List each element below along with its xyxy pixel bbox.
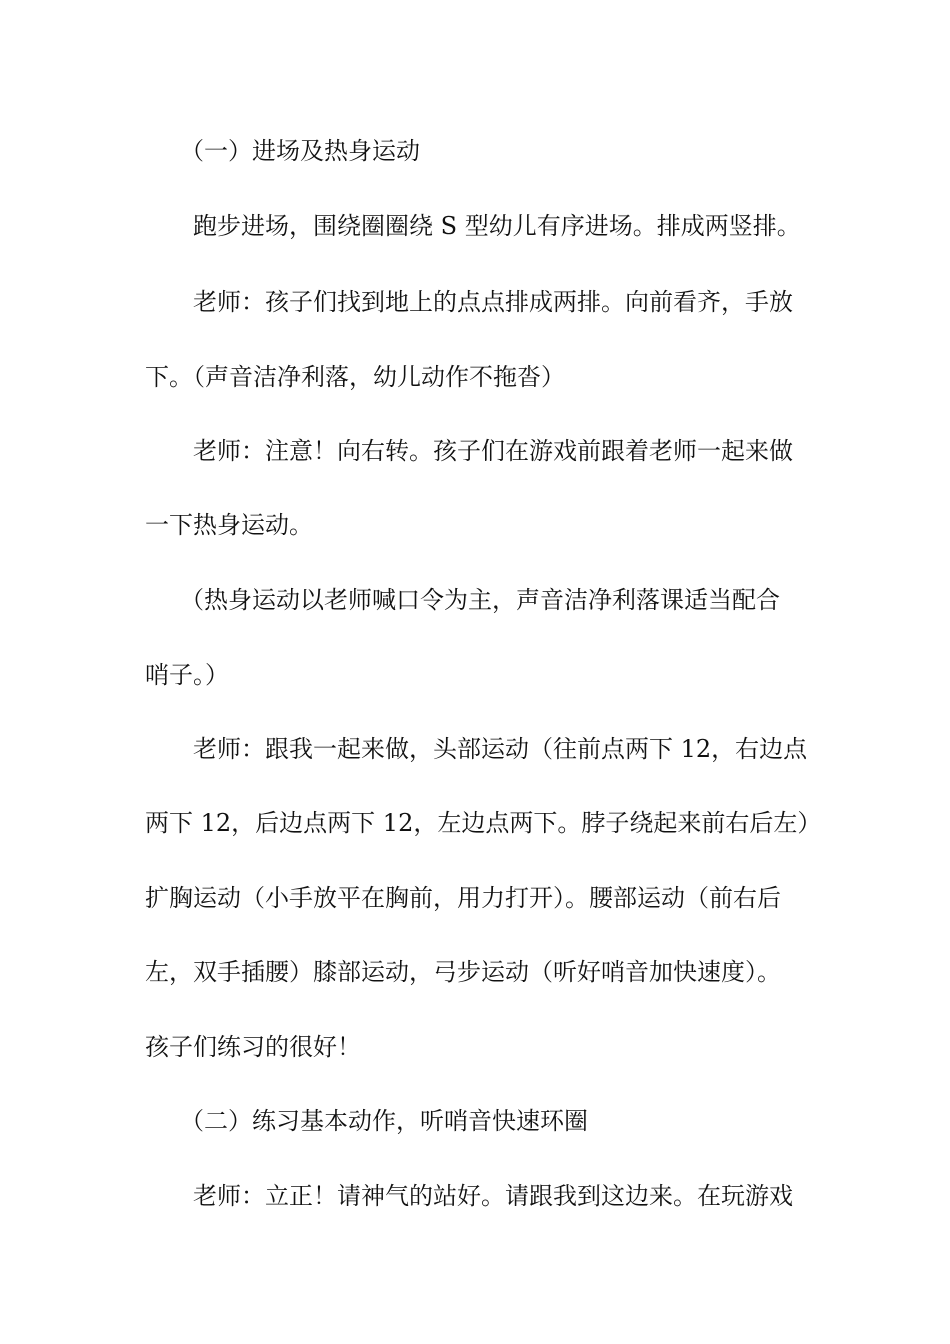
paragraph-line: 老师：孩子们找到地上的点点排成两排。向前看齐，手放 <box>193 288 793 316</box>
paragraph-line: 老师：注意！向右转。孩子们在游戏前跟着老师一起来做 <box>193 437 793 465</box>
paragraph-line: 两下 12，后边点两下 12，左边点两下。脖子绕起来前右后左） <box>145 809 822 837</box>
paragraph-line: 跑步进场，围绕圈圈绕 S 型幼儿有序进场。排成两竖排。 <box>193 212 801 240</box>
paragraph-line: 一下热身运动。 <box>145 511 313 539</box>
paragraph-line: （热身运动以老师喊口令为主，声音洁净利落课适当配合 <box>180 586 780 614</box>
paragraph-line: 扩胸运动（小手放平在胸前，用力打开）。腰部运动（前右后 <box>145 884 781 912</box>
paragraph-line: 左，双手插腰）膝部运动，弓步运动（听好哨音加快速度）。 <box>145 958 781 986</box>
paragraph-line: 老师：跟我一起来做，头部运动（往前点两下 12，右边点 <box>193 735 808 763</box>
paragraph-line: 哨子。） <box>145 661 229 689</box>
paragraph-line: 下。（声音洁净利落，幼儿动作不拖沓） <box>145 363 565 391</box>
paragraph-line: 老师：立正！请神气的站好。请跟我到这边来。在玩游戏 <box>193 1182 793 1210</box>
section-heading-1: （一）进场及热身运动 <box>180 137 420 165</box>
section-heading-2: （二）练习基本动作，听哨音快速环圈 <box>180 1107 588 1135</box>
paragraph-line: 孩子们练习的很好！ <box>145 1033 361 1061</box>
